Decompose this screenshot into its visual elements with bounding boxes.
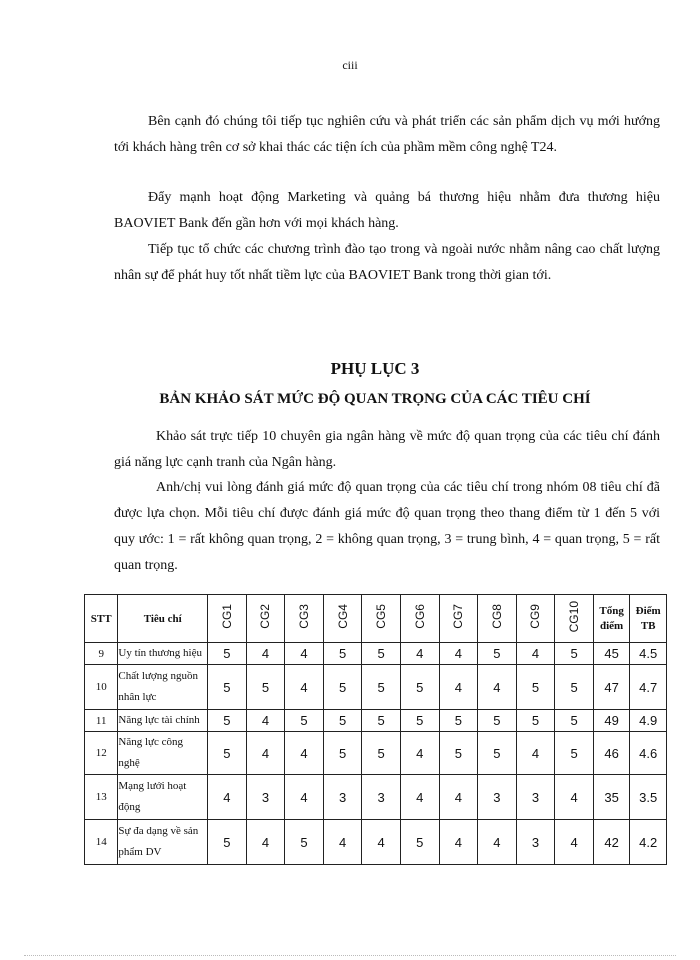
table-row bbox=[85, 732, 667, 775]
table-row bbox=[85, 775, 667, 820]
score-cell: 5 bbox=[555, 643, 594, 665]
header-stt: STT bbox=[85, 595, 118, 643]
header-cg5: CG5 bbox=[362, 595, 401, 643]
score-cell: 3 bbox=[323, 775, 362, 820]
score-cell: 5 bbox=[323, 643, 362, 665]
score-cell: 4 bbox=[400, 732, 439, 775]
score-cell: 3 bbox=[516, 775, 555, 820]
header-criterion: Tiêu chí bbox=[118, 595, 208, 643]
score-cell: 3 bbox=[478, 775, 517, 820]
score-cell: 4 bbox=[478, 820, 517, 865]
row-total: 42 bbox=[593, 820, 630, 865]
row-average: 4.2 bbox=[630, 820, 667, 865]
score-cell: 4 bbox=[439, 643, 478, 665]
row-criterion: Năng lực tài chính bbox=[118, 710, 208, 732]
score-cell: 5 bbox=[478, 710, 517, 732]
survey-instructions: Anh/chị vui lòng đánh giá mức độ quan trọng của các tiêu chí trong nhóm 08 tiêu chí đã được lựa chọn. Mỗi tiêu chí được đánh giá mức độ quan trọng theo thang điểm từ 1 đến 5 với quy ước: 1 = rất không quan trọng, 2 = không quan trọng, 3 = trung bình, 4 = quan trọng, 5 = rất quan trọng. bbox=[114, 480, 660, 573]
score-cell: 5 bbox=[362, 732, 401, 775]
score-cell: 5 bbox=[323, 732, 362, 775]
score-cell: 4 bbox=[246, 732, 285, 775]
header-cg10: CG10 bbox=[555, 595, 594, 643]
appendix-subtitle: BẢN KHẢO SÁT MỨC ĐỘ QUAN TRỌNG CỦA CÁC TIÊU CHÍ bbox=[159, 391, 591, 407]
row-criterion: Năng lực công nghệ bbox=[118, 732, 208, 775]
score-cell: 5 bbox=[555, 665, 594, 710]
score-cell: 4 bbox=[555, 820, 594, 865]
score-cell: 4 bbox=[439, 665, 478, 710]
score-cell: 5 bbox=[478, 732, 517, 775]
row-criterion: Chất lượng nguồn nhân lực bbox=[118, 665, 208, 710]
table-row bbox=[85, 710, 667, 732]
score-cell: 4 bbox=[400, 775, 439, 820]
row-average: 4.9 bbox=[630, 710, 667, 732]
header-cg4: CG4 bbox=[323, 595, 362, 643]
score-cell: 4 bbox=[439, 775, 478, 820]
score-cell: 5 bbox=[362, 643, 401, 665]
header-cg2: CG2 bbox=[246, 595, 285, 643]
score-cell: 5 bbox=[555, 710, 594, 732]
score-cell: 4 bbox=[478, 665, 517, 710]
row-average: 4.5 bbox=[630, 643, 667, 665]
score-cell: 5 bbox=[208, 665, 247, 710]
paragraph-marketing: Đẩy mạnh hoạt động Marketing và quảng bá thương hiệu nhằm đưa thương hiệu BAOVIET Bank đến gần hơn với mọi khách hàng. bbox=[114, 190, 660, 231]
paragraph-product-development: Bên cạnh đó chúng tôi tiếp tục nghiên cứu và phát triển các sản phẩm dịch vụ mới hướng tới khách hàng trên cơ sở khai thác các tiện ích của phầm mềm công nghệ T24. bbox=[114, 114, 660, 155]
score-cell: 5 bbox=[400, 820, 439, 865]
score-cell: 5 bbox=[208, 820, 247, 865]
row-criterion: Mạng lưới hoạt động bbox=[118, 775, 208, 820]
score-cell: 5 bbox=[439, 710, 478, 732]
row-stt: 14 bbox=[85, 820, 118, 865]
score-cell: 5 bbox=[285, 710, 324, 732]
score-cell: 4 bbox=[362, 820, 401, 865]
row-stt: 9 bbox=[85, 643, 118, 665]
score-cell: 5 bbox=[478, 643, 517, 665]
score-cell: 5 bbox=[246, 665, 285, 710]
row-total: 49 bbox=[593, 710, 630, 732]
score-cell: 4 bbox=[246, 820, 285, 865]
score-cell: 4 bbox=[516, 643, 555, 665]
table-row bbox=[85, 665, 667, 710]
row-total: 35 bbox=[593, 775, 630, 820]
score-cell: 4 bbox=[516, 732, 555, 775]
header-cg3: CG3 bbox=[285, 595, 324, 643]
score-cell: 5 bbox=[362, 710, 401, 732]
row-stt: 12 bbox=[85, 732, 118, 775]
score-cell: 5 bbox=[208, 732, 247, 775]
score-cell: 4 bbox=[246, 710, 285, 732]
header-total: Tổng điểm bbox=[593, 595, 630, 643]
header-average: Điểm TB bbox=[630, 595, 667, 643]
score-cell: 3 bbox=[362, 775, 401, 820]
score-cell: 4 bbox=[285, 643, 324, 665]
paragraph-training: Tiếp tục tổ chức các chương trình đào tạo trong và ngoài nước nhằm nâng cao chất lượng nhân sự để phát huy tốt nhất tiềm lực của BAOVIET Bank trong thời gian tới. bbox=[114, 242, 660, 283]
score-cell: 4 bbox=[285, 665, 324, 710]
table-row bbox=[85, 820, 667, 865]
score-cell: 5 bbox=[555, 732, 594, 775]
header-cg1: CG1 bbox=[208, 595, 247, 643]
row-average: 4.7 bbox=[630, 665, 667, 710]
appendix-title: PHỤ LỤC 3 bbox=[330, 359, 420, 378]
row-stt: 13 bbox=[85, 775, 118, 820]
header-cg8: CG8 bbox=[478, 595, 517, 643]
page-number: ciii bbox=[342, 58, 358, 72]
row-total: 47 bbox=[593, 665, 630, 710]
header-cg6: CG6 bbox=[400, 595, 439, 643]
survey-table bbox=[84, 594, 667, 865]
score-cell: 4 bbox=[555, 775, 594, 820]
score-cell: 4 bbox=[285, 732, 324, 775]
score-cell: 5 bbox=[323, 710, 362, 732]
score-cell: 5 bbox=[323, 665, 362, 710]
table-header-row bbox=[85, 595, 667, 643]
score-cell: 5 bbox=[400, 665, 439, 710]
row-stt: 10 bbox=[85, 665, 118, 710]
page-bottom-divider bbox=[24, 955, 676, 956]
row-criterion: Sự đa dạng về sản phẩm DV bbox=[118, 820, 208, 865]
table-row bbox=[85, 643, 667, 665]
score-cell: 5 bbox=[362, 665, 401, 710]
survey-intro: Khảo sát trực tiếp 10 chuyên gia ngân hàng về mức độ quan trọng của các tiêu chí đánh giá năng lực cạnh tranh của Ngân hàng. bbox=[114, 429, 660, 470]
row-stt: 11 bbox=[85, 710, 118, 732]
score-cell: 5 bbox=[400, 710, 439, 732]
score-cell: 4 bbox=[323, 820, 362, 865]
row-total: 45 bbox=[593, 643, 630, 665]
score-cell: 3 bbox=[246, 775, 285, 820]
row-total: 46 bbox=[593, 732, 630, 775]
header-cg7: CG7 bbox=[439, 595, 478, 643]
row-average: 4.6 bbox=[630, 732, 667, 775]
header-cg9: CG9 bbox=[516, 595, 555, 643]
score-cell: 3 bbox=[516, 820, 555, 865]
score-cell: 5 bbox=[516, 710, 555, 732]
row-criterion: Uy tín thương hiệu bbox=[118, 643, 208, 665]
score-cell: 4 bbox=[400, 643, 439, 665]
row-average: 3.5 bbox=[630, 775, 667, 820]
score-cell: 4 bbox=[285, 775, 324, 820]
score-cell: 4 bbox=[246, 643, 285, 665]
score-cell: 4 bbox=[439, 820, 478, 865]
score-cell: 5 bbox=[439, 732, 478, 775]
score-cell: 4 bbox=[208, 775, 247, 820]
score-cell: 5 bbox=[208, 710, 247, 732]
score-cell: 5 bbox=[285, 820, 324, 865]
score-cell: 5 bbox=[516, 665, 555, 710]
score-cell: 5 bbox=[208, 643, 247, 665]
